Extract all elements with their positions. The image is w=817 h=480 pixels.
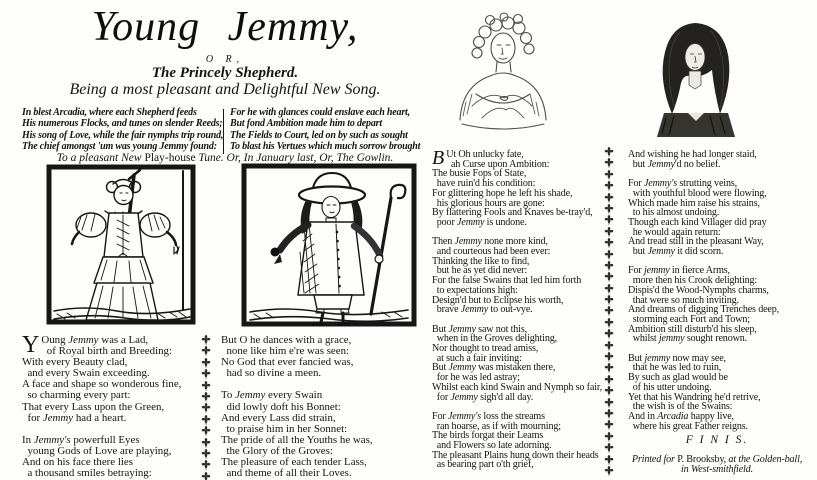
- floral-ornament-icon: [201, 358, 211, 368]
- floral-ornament-icon: [604, 329, 614, 339]
- floral-ornament-icon: [604, 170, 614, 180]
- verse-line: Dispis'd the Wood-Nymphs charms,: [628, 284, 769, 296]
- verse-column-4: [628, 150, 806, 475]
- ornament-divider-right: [603, 147, 615, 476]
- imprint: [628, 455, 806, 474]
- woodcut-shepherd: [240, 162, 418, 331]
- verse-line: and Flowers so late adorning.: [432, 440, 552, 452]
- verse-line: more then his Crook delighting:: [628, 275, 758, 287]
- verse-line: Thinking the like to find,: [432, 255, 530, 267]
- floral-ornament-icon: [604, 455, 614, 465]
- floral-ornament-icon: [604, 158, 614, 168]
- floral-ornament-icon: [201, 346, 211, 356]
- portrait-lady: [452, 6, 550, 138]
- verse-line: he would again return:: [628, 226, 721, 238]
- verse-line: his glorious hours are gone:: [432, 197, 545, 209]
- verse-line: For the false Swains that led him forth: [432, 275, 582, 287]
- verse-line: And on his face there lies: [22, 456, 133, 469]
- floral-ornament-icon: [604, 181, 614, 191]
- finis-line: F I N I S.: [685, 434, 749, 447]
- verse-line: and every Swain exceeding.: [22, 367, 150, 380]
- verse-column-1: [22, 332, 204, 480]
- verse-line: storming each Fort and Town;: [628, 313, 750, 325]
- verse-line: And wishing he had longer staid,: [628, 149, 757, 160]
- drop-capital: Y: [22, 332, 40, 358]
- verse-line: And dreams of digging Trenches deep,: [628, 304, 780, 316]
- verse-line: ran hoarse, as if with mourning;: [432, 420, 561, 432]
- verse-line: have ruin'd his condition:: [432, 178, 536, 190]
- floral-ornament-icon: [604, 238, 614, 248]
- verse-line: Design'd but to Eclipse his worth,: [432, 294, 564, 306]
- floral-ornament-icon: [604, 227, 614, 237]
- verse-column-3: [432, 147, 608, 471]
- verse-line: The chief amongst 'um was young Jemmy found:: [22, 141, 217, 153]
- verse-line: as bearing part o'th grief,: [432, 459, 534, 471]
- header: [18, 4, 432, 98]
- verse-line: And in Arcadia happy live,: [628, 410, 734, 422]
- floral-ornament-icon: [604, 193, 614, 203]
- verse-line: the wish is of the Swains:: [628, 401, 733, 413]
- verse-line: whilst jemmy sought renown.: [628, 333, 748, 345]
- verse-line: none like him e're was seen:: [221, 345, 350, 358]
- verse-line: where his great Father reigns.: [628, 420, 748, 432]
- verse-line: for Jemmy had a heart.: [22, 411, 127, 424]
- verse-line: The busie Fops of State,: [432, 168, 527, 180]
- floral-ornament-icon: [604, 443, 614, 453]
- verse-line: The birds forgat their Leams: [432, 430, 544, 442]
- verse-line: of his utter undoing.: [628, 381, 712, 393]
- verse-line: for Jemmy sigh'd all day.: [432, 391, 534, 403]
- verse-line: Ut Oh unlucky fate,: [446, 149, 524, 160]
- verse-line: that he was led to ruin,: [628, 362, 722, 374]
- floral-ornament-icon: [604, 363, 614, 373]
- verse-line: The pride of all the Youths he was,: [221, 433, 373, 446]
- floral-ornament-icon: [604, 204, 614, 214]
- verse-line: A face and shape so wonderous fine,: [22, 378, 182, 391]
- subtitle: The Princely Shepherd.: [151, 65, 299, 81]
- woodcut-shepherdess: [45, 162, 197, 328]
- floral-ornament-icon: [604, 375, 614, 385]
- verse-line: No God that ever fancied was,: [221, 356, 354, 369]
- floral-ornament-icon: [201, 472, 211, 480]
- verse-line: His song of Love, while the fair nymphs trip round,: [22, 129, 224, 141]
- floral-ornament-icon: [201, 449, 211, 459]
- page-title: Young Jemmy,: [91, 4, 359, 50]
- verse-line: Yet that his Wandring he'd retrive,: [628, 391, 761, 403]
- verse-line: Ambition still disturb'd his sleep,: [628, 323, 757, 335]
- portrait-man: [650, 16, 742, 140]
- verse-line: ah Curse upon Ambition:: [446, 158, 550, 170]
- verse-line: By such as glad would be: [628, 372, 728, 384]
- verse-line: Though each kind Villager did pray: [628, 216, 767, 228]
- verse-line: poor Jemmy is undone.: [432, 216, 527, 228]
- song-description: Being a most pleasant and Delightful New Song.: [69, 81, 381, 98]
- verse-line: Whilst each kind Swain and Nymph so fair,: [432, 381, 603, 393]
- drop-capital: B: [432, 147, 445, 169]
- verse-line: The Fields to Court, led on by such as sought: [230, 129, 408, 141]
- verse-line: The pleasure of each tender Lass,: [221, 456, 367, 469]
- floral-ornament-icon: [604, 215, 614, 225]
- verse-line: But fond Ambition made him to depart: [230, 118, 382, 130]
- verse-line: young Gods of Love are playing,: [22, 444, 172, 457]
- verse-line: But Jemmy saw not this,: [432, 323, 527, 335]
- or-line: O R,: [205, 54, 245, 65]
- floral-ornament-icon: [604, 420, 614, 430]
- verse-line: For he with glances could enslave each heart,: [230, 107, 410, 118]
- floral-ornament-icon: [201, 392, 211, 402]
- floral-ornament-icon: [604, 147, 614, 157]
- ornament-divider-left: [200, 335, 212, 480]
- verse-line: that were so much inviting.: [628, 294, 739, 306]
- verse-line: and theme of all their Loves.: [221, 467, 352, 480]
- verse-line: of Royal birth and Breeding:: [41, 345, 173, 358]
- floral-ornament-icon: [201, 335, 211, 345]
- verse-line: The pleasant Plains hung down their heads: [432, 449, 599, 461]
- verse-line: Printed for P. Brooksby, at the Golden-ball,: [631, 454, 803, 466]
- floral-ornament-icon: [604, 272, 614, 282]
- floral-ornament-icon: [604, 409, 614, 419]
- verse-line: By flattering Fools and Knaves be-tray'd,: [432, 207, 593, 219]
- verse-line: But O he dances with a grace,: [221, 334, 352, 346]
- verse-line: To Jemmy every Swain: [221, 389, 323, 402]
- verse-column-4-text: [628, 150, 806, 431]
- verse-line: To blast his Vertues which much sorrow brought: [230, 141, 421, 153]
- verse-line: in West-smithfield.: [681, 464, 753, 476]
- floral-ornament-icon: [604, 432, 614, 442]
- verse-line: But jemmy now may see,: [628, 352, 726, 364]
- verse-line: the Glory of the Groves:: [221, 444, 333, 457]
- floral-ornament-icon: [604, 284, 614, 294]
- verse-line: for he was led astray;: [432, 372, 520, 384]
- floral-ornament-icon: [201, 426, 211, 436]
- verse-line: For Jemmy's loss the streams: [432, 410, 545, 422]
- verse-line: but he as yet did never:: [432, 265, 528, 277]
- floral-ornament-icon: [201, 381, 211, 391]
- verse-line: a thousand smiles betraying:: [22, 467, 152, 480]
- verse-line: at such a fair inviting:: [432, 352, 522, 364]
- verse-line: when in the Groves delighting,: [432, 333, 557, 345]
- verse-line: to his almost undoing.: [628, 207, 720, 219]
- floral-ornament-icon: [604, 261, 614, 271]
- verse-line: For jemmy in fierce Arms,: [628, 265, 730, 277]
- verse-line: brave Jemmy to out-vye.: [432, 304, 533, 316]
- verse-line: but Jemmy'd no belief.: [628, 158, 721, 170]
- floral-ornament-icon: [604, 352, 614, 362]
- floral-ornament-icon: [604, 466, 614, 476]
- floral-ornament-icon: [201, 415, 211, 425]
- floral-ornament-icon: [604, 386, 614, 396]
- verse-line: And every Lass did strain,: [221, 411, 336, 424]
- verse-line: That every Lass upon the Green,: [22, 400, 165, 413]
- verse-line: In Jemmy's powerfull Eyes: [22, 433, 140, 446]
- verse-line: To a pleasant New Play-house Tune. Or, In January last, Or, The Gowlin.: [56, 152, 394, 164]
- verse-line: to expectations high:: [432, 284, 518, 296]
- verse-line: Oung Jemmy was a Lad,: [41, 334, 149, 346]
- epigraph-divider: [223, 109, 224, 154]
- verse-line: and courteous had been ever:: [432, 246, 551, 258]
- verse-line: Nor thought to tread amiss,: [432, 343, 539, 355]
- verse-line: His numerous Flocks, and tunes on slender Reeds;: [22, 118, 223, 130]
- floral-ornament-icon: [604, 295, 614, 305]
- floral-ornament-icon: [201, 460, 211, 470]
- epigraph-left: [22, 107, 224, 153]
- verse-line: With every Beauty clad,: [22, 356, 128, 369]
- verse-line: For glittering hope he left his shade,: [432, 187, 573, 199]
- verse-column-2: [221, 335, 427, 479]
- floral-ornament-icon: [604, 250, 614, 260]
- verse-line: had so divine a meen.: [221, 367, 322, 380]
- floral-ornament-icon: [604, 306, 614, 316]
- floral-ornament-icon: [604, 341, 614, 351]
- verse-line: Which made him raise his strains,: [628, 197, 760, 209]
- verse-line: For Jemmy's strutting veins,: [628, 178, 737, 190]
- verse-line: did lowly doft his Bonnet:: [221, 400, 341, 413]
- floral-ornament-icon: [201, 369, 211, 379]
- verse-line: to praise him in her Sonnet:: [221, 422, 348, 435]
- verse-line: but Jemmy it did scorn.: [628, 246, 724, 258]
- verse-line: Then Jemmy none more kind,: [432, 236, 548, 248]
- floral-ornament-icon: [604, 318, 614, 328]
- verse-line: with youthful blood were flowing,: [628, 187, 767, 199]
- floral-ornament-icon: [201, 438, 211, 448]
- verse-line: And tread still in the pleasant Way,: [628, 236, 764, 248]
- floral-ornament-icon: [201, 403, 211, 413]
- verse-line: In blest Arcadia, where each Shepherd feeds: [22, 107, 197, 118]
- epigraph-right: [230, 107, 432, 153]
- floral-ornament-icon: [604, 398, 614, 408]
- verse-line: But Jemmy was mistaken there,: [432, 362, 556, 374]
- verse-line: so charming every part:: [22, 389, 131, 402]
